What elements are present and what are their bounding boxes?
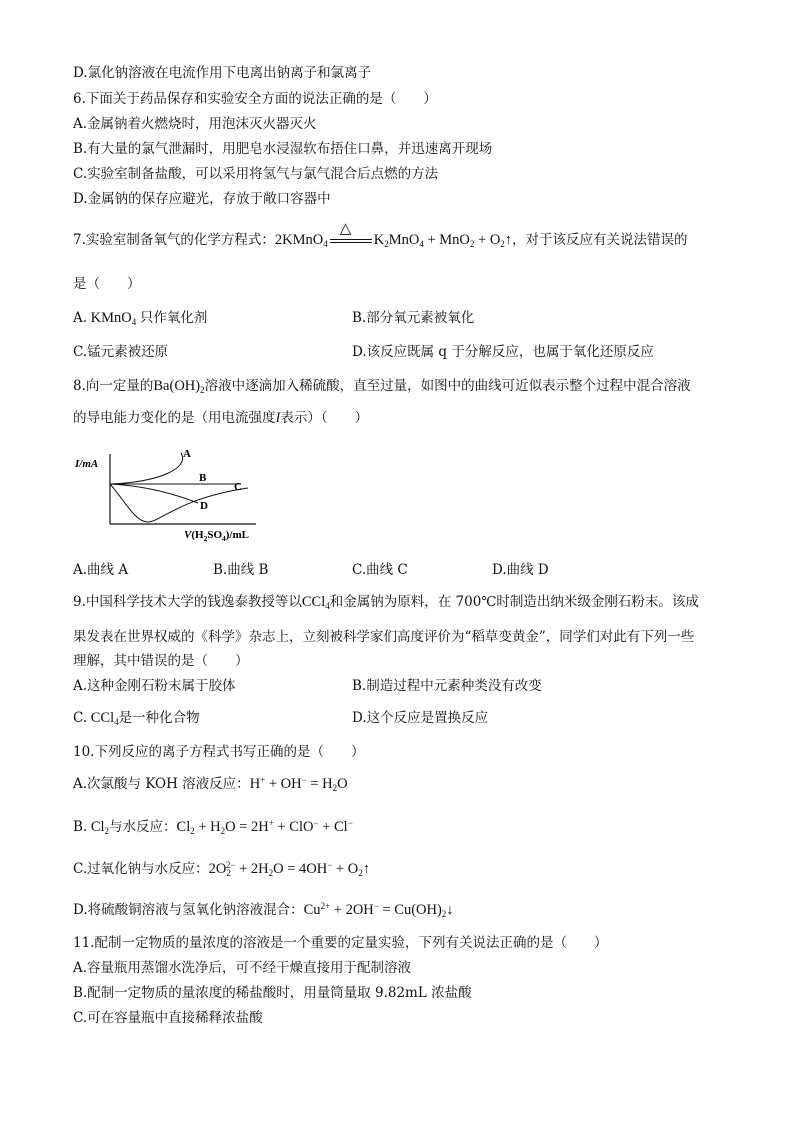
q9-option-d: D.这个反应是置换反应 xyxy=(352,710,489,726)
q10-option-b xyxy=(73,817,353,837)
q9-option-a: A.这种金刚石粉末属于胶体 xyxy=(73,678,236,694)
curve-c-label: C xyxy=(234,481,242,493)
q10-stem: 10.下列反应的离子方程式书写正确的是（ ） xyxy=(73,744,365,760)
q9-stem-2: 果发表在世界权威的《科学》杂志上，立刻被科学家们高度评价为“稻草变黄金”，同学们对此有下列一些 xyxy=(73,629,695,645)
q9-stem-mid: 和金属钠为原料，在 700℃时制造出纳米级金刚石粉末。该成 xyxy=(329,594,699,610)
curve-a-label: A xyxy=(183,448,191,460)
q6-option-c: C.实验室制备盐酸，可以采用将氢气与氯气混合后点燃的方法 xyxy=(73,166,439,182)
q11-stem: 11.配制一定物质的量浓度的溶液是一个重要的定量实验，下列有关说法正确的是（ ） xyxy=(73,935,608,951)
q9-option-c-formula: CCl$_4$ xyxy=(87,710,119,727)
q9-formula-ccl4: CCl$_4$ xyxy=(301,594,330,611)
q7-stem-prefix: 7.实验室制备氧气的化学方程式： xyxy=(73,232,275,248)
q8-option-d: D.曲线 D xyxy=(492,562,549,578)
q6-option-b: B.有大量的氯气泄漏时，用肥皂水浸湿软布捂住口鼻，并迅速离开现场 xyxy=(73,141,493,157)
q7-option-c: C.锰元素被还原 xyxy=(73,344,169,360)
q7-stem xyxy=(73,219,688,250)
q7-option-a-formula: KMnO$_4$ xyxy=(87,310,137,327)
q10-option-a-text: A.次氯酸与 KOH 溶液反应： xyxy=(73,776,250,792)
q10-option-c-text: C.过氧化钠与水反应： xyxy=(73,861,209,877)
curve-c xyxy=(110,484,248,522)
q8-stem-post: 溶液中逐滴加入稀硫酸，直至过量，如图中的曲线可近似表示整个过程中混合溶液 xyxy=(204,378,691,394)
q7-stem-suffix: ，对于该反应有关说法错误的 xyxy=(512,232,688,248)
curve-d-label: D xyxy=(200,500,208,512)
q10-option-d-equation: $Cu^{2+} + 2OH^-$ = $Cu(OH)_2↓$ xyxy=(303,901,454,919)
q10-option-b-cl2: $Cl_2$ xyxy=(87,819,110,836)
curve-b-label: B xyxy=(199,472,207,484)
q6-option-d: D.金属钠的保存应避光，存放于敞口容器中 xyxy=(73,191,331,207)
q7-heat-arrow xyxy=(328,219,374,250)
q8-option-b: B.曲线 B xyxy=(213,562,269,578)
q11-option-b: B.配制一定物质的量浓度的稀盐酸时，用量筒量取 9.82mL 浓盐酸 xyxy=(73,985,472,1001)
q7-option-b: B.部分氧元素被氧化 xyxy=(352,310,475,326)
q9-option-b: B.制造过程中元素种类没有改变 xyxy=(352,678,542,694)
q8-option-a: A.曲线 A xyxy=(73,562,129,578)
chart-y-axis-label: I/mA xyxy=(75,458,99,470)
q9-stem xyxy=(73,592,699,612)
q11-option-a: A.容量瓶用蒸馏水洗净后，可不经干燥直接用于配制溶液 xyxy=(73,960,412,976)
q9-option-c-letter: C. xyxy=(73,710,88,726)
q10-option-c-equation: $2O_2^{2-} + 2H_2O = 4OH^-$ + $O_2↑$ xyxy=(208,860,370,878)
q10-option-b-letter: B. xyxy=(73,819,88,835)
q10-option-d-text: D.将硫酸铜溶液与氢氧化钠溶液混合： xyxy=(73,902,304,918)
q8-conductivity-chart xyxy=(70,446,270,546)
q10-option-a xyxy=(73,774,348,794)
q8-stem xyxy=(73,376,691,396)
q7-equation-products: $K_2MnO_4 + MnO_2$ + $O_2↑$ xyxy=(373,232,513,249)
q7-heat-symbol: △ xyxy=(339,219,352,237)
q6-stem: 6.下面关于药品保存和实验安全方面的说法正确的是（ ） xyxy=(73,91,437,107)
curve-a xyxy=(110,453,183,484)
q7-equation-reactant: 2KMnO$_4$ xyxy=(274,232,328,249)
q9-option-c xyxy=(73,708,200,728)
q8-stem-pre: 8.向一定量的 xyxy=(73,378,154,394)
q7-option-a-text: 只作氧化剂 xyxy=(139,310,208,326)
q10-option-b-equation: $Cl_2 + H_2O = 2H^+ + ClO^- + Cl^-$ xyxy=(176,818,353,836)
q8-stem2-var: I xyxy=(275,410,281,426)
q10-option-a-equation: $H^+ + OH^- = H_2O$ xyxy=(249,775,348,793)
q8-stem2-post: 表示）（ ） xyxy=(280,410,369,426)
q8-stem2-pre: 的导电能力变化的是（用电流强度 xyxy=(73,410,276,426)
q9-stem-3: 理解，其中错误的是（ ） xyxy=(73,653,249,669)
q8-stem-2 xyxy=(73,408,368,428)
chart-x-axis-label: $V(H_2SO_4)/mL$ xyxy=(184,529,249,543)
q8-option-c: C.曲线 C xyxy=(352,562,408,578)
q8-formula-baoh2: $Ba(OH)_2$ xyxy=(153,378,205,395)
q7-option-d: D.该反应既属 q 于分解反应，也属于氧化还原反应 xyxy=(352,344,654,360)
q10-option-b-text: 与水反应： xyxy=(109,819,177,835)
q10-option-d xyxy=(73,900,454,920)
q5-option-d: D.氯化钠溶液在电流作用下电离出钠离子和氯离子 xyxy=(73,65,372,81)
q11-option-c: C.可在容量瓶中直接稀释浓盐酸 xyxy=(73,1010,263,1026)
q7-stem-end: 是（ ） xyxy=(73,276,141,292)
q7-option-a xyxy=(73,308,207,328)
q7-option-a-letter: A. xyxy=(73,310,88,326)
q6-option-a: A.金属钠着火燃烧时，用泡沫灭火器灭火 xyxy=(73,116,317,132)
q9-option-c-text: 是一种化合物 xyxy=(118,710,200,726)
q9-stem-pre: 9.中国科学技术大学的钱逸泰教授等以 xyxy=(73,594,302,610)
q10-option-c xyxy=(73,859,370,879)
